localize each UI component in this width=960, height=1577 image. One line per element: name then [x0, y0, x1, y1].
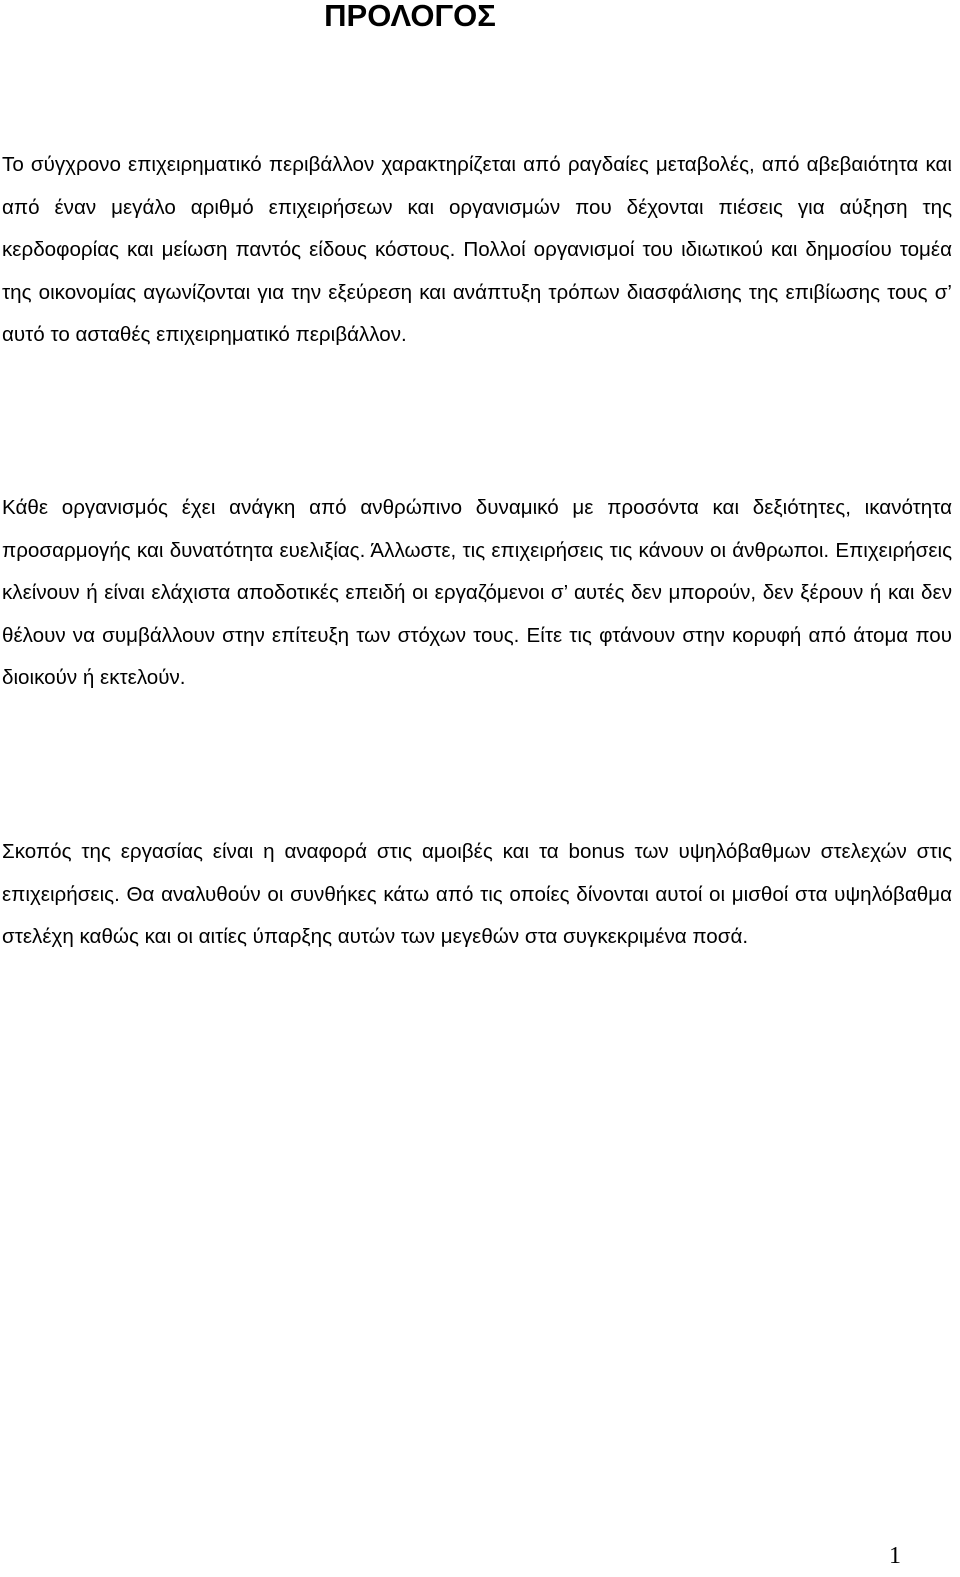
page-title: ΠΡΟΛΟΓΟΣ	[324, 0, 496, 33]
paragraph-purpose: Σκοπός της εργασίας είναι η αναφορά στις αμοιβές και τα bonus των υψηλόβαθμων στελεχών στις επιχειρήσεις. Θα αναλυθούν οι συνθήκες κάτω από τις οποίες δίνονται αυτοί οι μισθοί στα υψηλόβαθμα στελέχη καθώς και οι αιτίες ύπαρξης αυτών των μεγεθών στα συγκεκριμένα ποσά.	[2, 840, 952, 949]
paragraph-intro: Το σύγχρονο επιχειρηματικό περιβάλλον χαρακτηρίζεται από ραγδαίες μεταβολές, από αβεβαιότητα και από έναν μεγάλο αριθμό επιχειρήσεων και οργανισμών που δέχονται πιέσεις για αύξηση της κερδοφορίας και μείωση παντός είδους κόστους. Πολλοί οργανισμοί του ιδιωτικού και δημοσίου τομέα της οικονομίας αγωνίζονται για την εξεύρεση και ανάπτυξη τρόπων διασφάλισης της επιβίωσης τους σ’ αυτό το ασταθές επιχειρηματικό περιβάλλον.	[2, 153, 952, 347]
paragraph-human-resources: Κάθε οργανισμός έχει ανάγκη από ανθρώπινο δυναμικό με προσόντα και δεξιότητες, ικανότητα προσαρμογής και δυνατότητα ευελιξίας. Άλλωστε, τις επιχειρήσεις τις κάνουν οι άνθρωποι. Επιχειρήσεις κλείνουν ή είναι ελάχιστα αποδοτικές επειδή οι εργαζόμενοι σ’ αυτές δεν μπορούν, δεν ξέρουν ή και δεν θέλουν να συμβάλλουν στην επίτευξη των στόχων τους. Είτε τις φτάνουν στην κορυφή από άτομα που διοικούν ή εκτελούν.	[2, 496, 952, 690]
page-number: 1	[889, 1543, 901, 1569]
